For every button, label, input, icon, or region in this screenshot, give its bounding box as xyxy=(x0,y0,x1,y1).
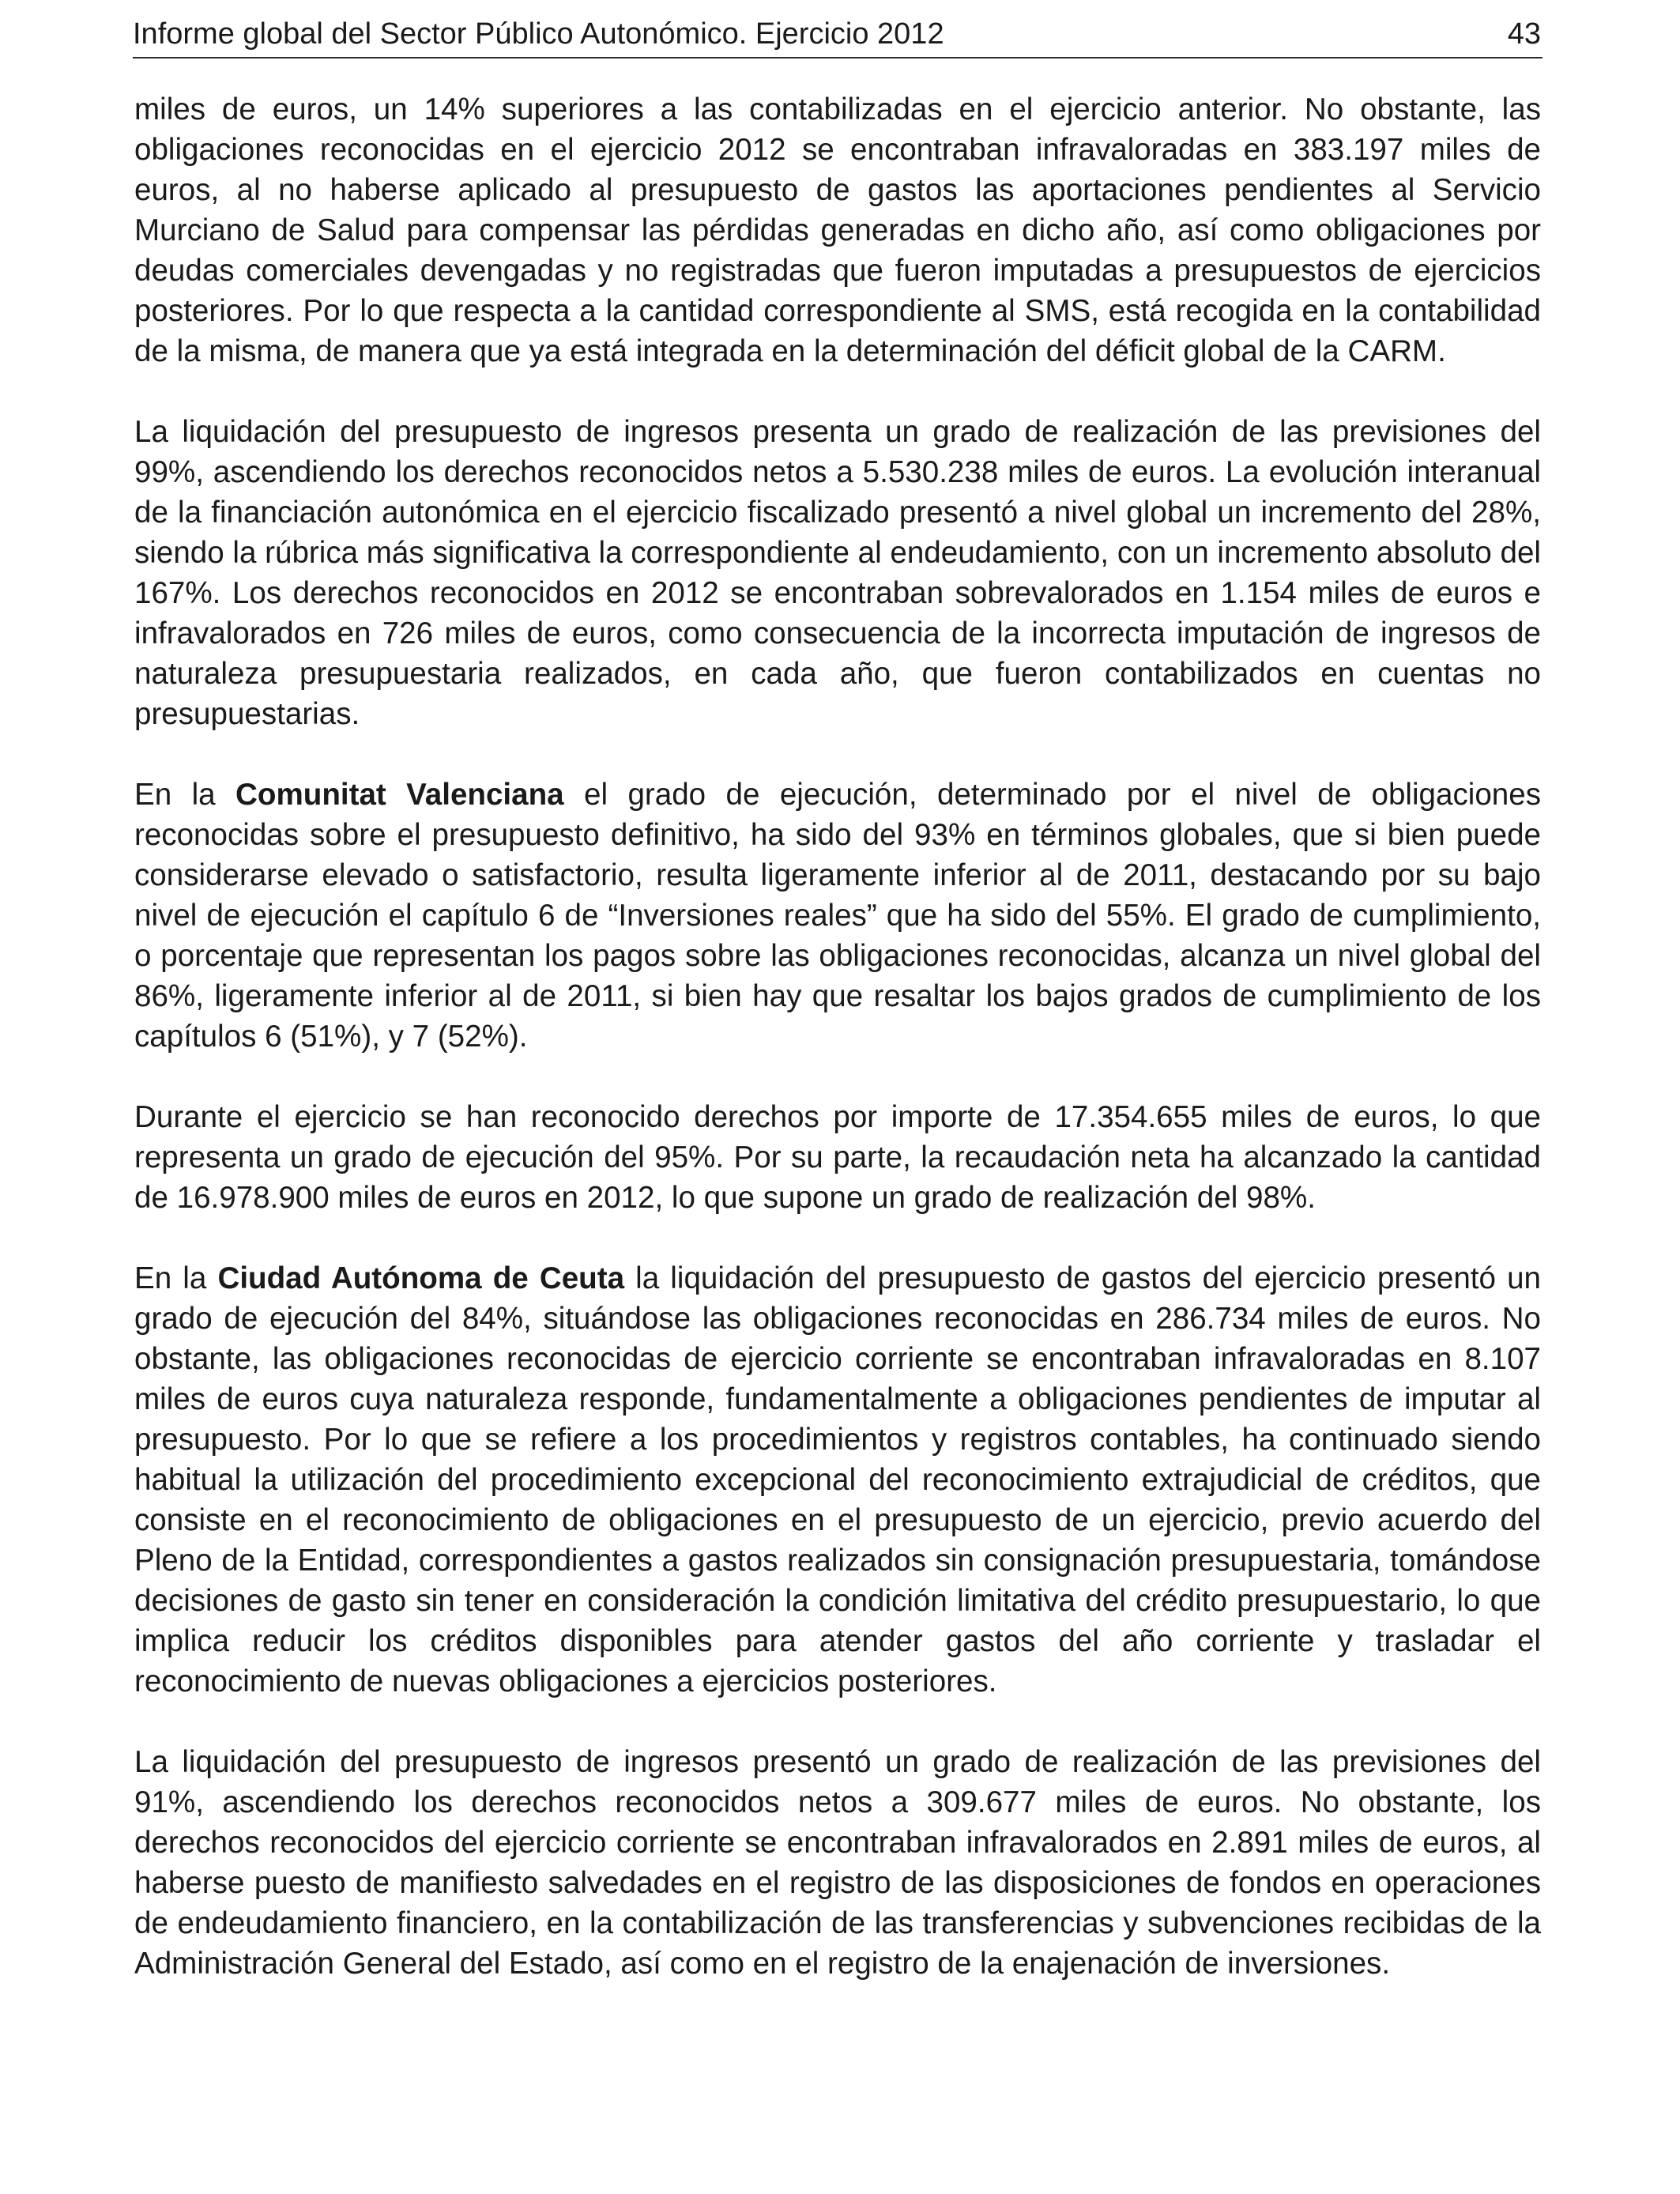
paragraph-4 xyxy=(134,1097,1541,1218)
paragraph-text: La liquidación del presupuesto de ingresos presentó un grado de realización de las previsiones del 91%, ascendiendo los derechos reconocidos netos a 309.677 miles de euros. No obstante, los derechos reconocidos del ejercicio corriente se encontraban infravalorados en 2.891 miles de euros, al haberse puesto de manifiesto salvedades en el registro de las disposiciones de fondos en operaciones de endeudamiento financiero, en la contabilización de las transferencias y subvenciones recibidas de la Administración General del Estado, así como en el registro de la enajenación de inversiones. xyxy=(134,1745,1541,1981)
document-body xyxy=(134,89,1541,1984)
page-header xyxy=(133,14,1543,58)
paragraph-5 xyxy=(134,1258,1541,1702)
paragraph-2 xyxy=(134,412,1541,734)
page-number: 43 xyxy=(1507,17,1541,51)
paragraph-text: la liquidación del presupuesto de gastos del ejercicio presentó un grado de ejecución del 84%, situándose las obligaciones reconocidas en 286.734 miles de euros. No obstante, las obligaciones reconocidas de ejercicio corriente se encontraban infravaloradas en 8.107 miles de euros cuya naturaleza responde, fundamentalmente a obligaciones pendientes de imputar al presupuesto. Por lo que se refiere a los procedimientos y registros contables, ha continuado siendo habitual la utilización del procedimiento excepcional del reconocimiento extrajudicial de créditos, que consiste en el reconocimiento de obligaciones en el presupuesto de un ejercicio, previo acuerdo del Pleno de la Entidad, correspondientes a gastos realizados sin consignación presupuestaria, tomándose decisiones de gasto sin tener en consideración la condición limitativa del crédito presupuestario, lo que implica reducir los créditos disponibles para atender gastos del año corriente y trasladar el reconocimiento de nuevas obligaciones a ejercicios posteriores. xyxy=(134,1261,1541,1698)
region-name-bold: Comunitat Valenciana xyxy=(235,778,564,812)
paragraph-1 xyxy=(134,89,1541,371)
paragraph-text: Durante el ejercicio se han reconocido derechos por importe de 17.354.655 miles de euros, lo que representa un grado de ejecución del 95%. Por su parte, la recaudación neta ha alcanzado la cantidad de 16.978.900 miles de euros en 2012, lo que supone un grado de realización del 98%. xyxy=(134,1100,1541,1215)
paragraph-text: miles de euros, un 14% superiores a las contabilizadas en el ejercicio anterior. No obstante, las obligaciones reconocidas en el ejercicio 2012 se encontraban infravaloradas en 383.197 miles de euros, al no haberse aplicado al presupuesto de gastos las aportaciones pendientes al Servicio Murciano de Salud para compensar las pérdidas generadas en dicho año, así como obligaciones por deudas comerciales devengadas y no registradas que fueron imputadas a presupuestos de ejercicios posteriores. Por lo que respecta a la cantidad correspondiente al SMS, está recogida en la contabilidad de la misma, de manera que ya está integrada en la determinación del déficit global de la CARM. xyxy=(134,92,1541,368)
paragraph-lead: En la xyxy=(134,778,236,812)
paragraph-lead: En la xyxy=(134,1261,218,1295)
region-name-bold: Ciudad Autónoma de Ceuta xyxy=(217,1261,625,1295)
paragraph-text: La liquidación del presupuesto de ingresos presenta un grado de realización de las previsiones del 99%, ascendiendo los derechos reconocidos netos a 5.530.238 miles de euros. La evolución interanual de la financiación autonómica en el ejercicio fiscalizado presentó a nivel global un incremento del 28%, siendo la rúbrica más significativa la correspondiente al endeudamiento, con un incremento absoluto del 167%. Los derechos reconocidos en 2012 se encontraban sobrevalorados en 1.154 miles de euros e infravalorados en 726 miles de euros, como consecuencia de la incorrecta imputación de ingresos de naturaleza presupuestaria realizados, en cada año, que fueron contabilizados en cuentas no presupuestarias. xyxy=(134,415,1541,731)
paragraph-3 xyxy=(134,775,1541,1057)
header-title: Informe global del Sector Público Autonómico. Ejercicio 2012 xyxy=(133,17,944,51)
paragraph-6 xyxy=(134,1742,1541,1984)
paragraph-text: el grado de ejecución, determinado por el nivel de obligaciones reconocidas sobre el presupuesto definitivo, ha sido del 93% en términos globales, que si bien puede considerarse elevado o satisfactorio, resulta ligeramente inferior al de 2011, destacando por su bajo nivel de ejecución el capítulo 6 de “Inversiones reales” que ha sido del 55%. El grado de cumplimiento, o porcentaje que representan los pagos sobre las obligaciones reconocidas, alcanza un nivel global del 86%, ligeramente inferior al de 2011, si bien hay que resaltar los bajos grados de cumplimiento de los capítulos 6 (51%), y 7 (52%). xyxy=(134,778,1541,1054)
